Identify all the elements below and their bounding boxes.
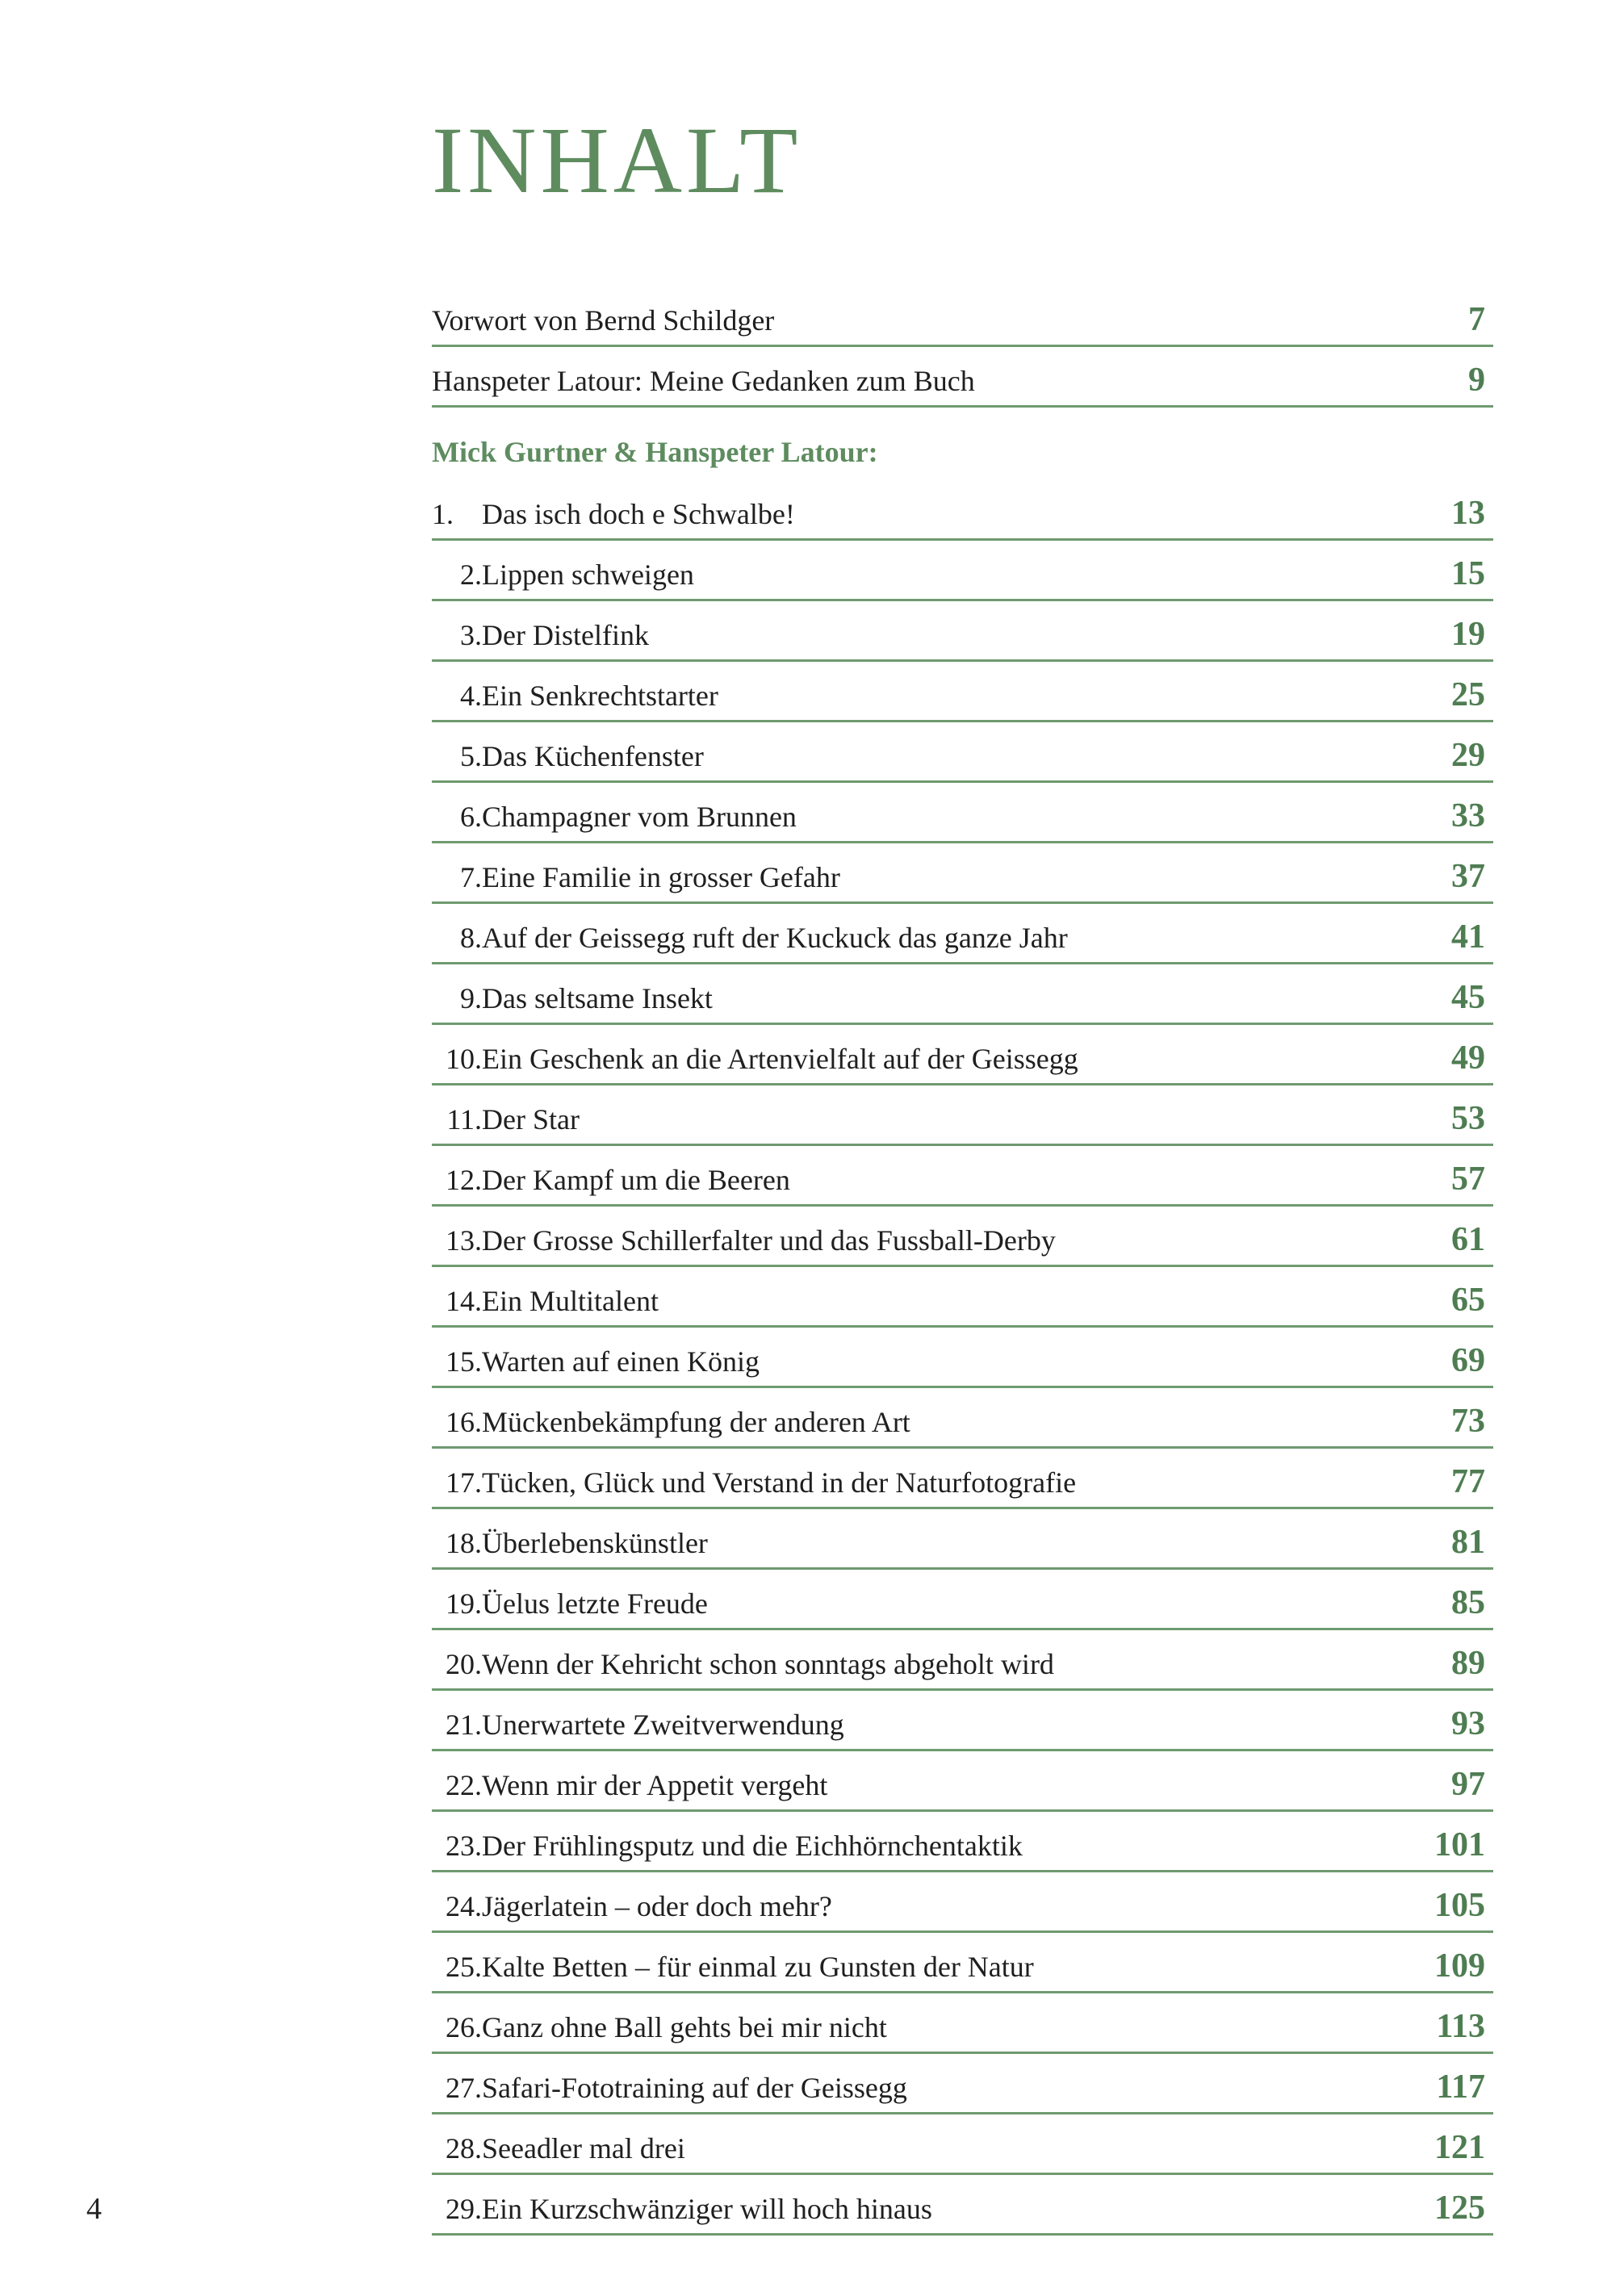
toc-entry-chapter[interactable] [432, 1328, 1493, 1388]
chapter-number: 11. [446, 1103, 482, 1136]
section-heading: Mick Gurtner & Hanspeter Latour: [432, 436, 878, 468]
chapter-number: 10. [446, 1043, 482, 1075]
page-number: 4 [86, 2192, 102, 2226]
chapter-page: 109 [1434, 1947, 1485, 1985]
toc-entry-page: 9 [1468, 362, 1485, 399]
toc-entry-text [432, 1646, 1054, 1682]
chapter-page: 37 [1451, 858, 1485, 895]
toc-entry-text [432, 920, 1068, 956]
chapter-page: 53 [1451, 1100, 1485, 1137]
chapter-number: 4. [460, 680, 482, 712]
toc-entry-text [432, 2131, 685, 2166]
toc-entry-text [432, 1162, 790, 1198]
chapter-number: 20. [446, 1648, 482, 1680]
chapter-title: Warten auf einen König [482, 1345, 760, 1378]
toc-entry-title: Hanspeter Latour: Meine Gedanken zum Buch [432, 365, 975, 397]
page-title: INHALT [432, 107, 802, 213]
chapter-page: 121 [1434, 2129, 1485, 2166]
chapter-number: 13. [446, 1224, 482, 1257]
chapter-title: Der Distelfink [482, 619, 649, 651]
chapter-title: Üelus letzte Freude [482, 1587, 708, 1620]
toc-entry-text [432, 1949, 1034, 1985]
chapter-title: Das Küchenfenster [482, 740, 704, 772]
chapter-title: Kalte Betten – für einmal zu Gunsten der Natur [482, 1951, 1034, 1983]
chapter-number: 25. [446, 1951, 482, 1983]
chapter-title: Auf der Geissegg ruft der Kuckuck das ganze Jahr [482, 922, 1068, 954]
chapter-title: Champagner vom Brunnen [482, 801, 797, 833]
chapter-number: 28. [446, 2132, 482, 2165]
toc-entry-text [432, 1828, 1023, 1863]
chapter-number: 7. [460, 861, 482, 893]
toc-entry-chapter[interactable] [432, 722, 1493, 783]
toc-entry-chapter[interactable] [432, 2175, 1493, 2236]
chapter-number: 5. [460, 740, 482, 772]
chapter-page: 93 [1451, 1705, 1485, 1742]
chapter-number: 21. [446, 1709, 482, 1741]
toc-entry-chapter[interactable] [432, 662, 1493, 722]
toc-entry-text [432, 2070, 907, 2106]
toc-entry-text [432, 496, 795, 532]
toc-entry-text [432, 1889, 832, 1924]
toc-entry-text [432, 557, 694, 592]
toc-entry-text [432, 799, 797, 834]
chapter-page: 89 [1451, 1645, 1485, 1682]
chapter-number: 17. [446, 1466, 482, 1499]
toc-entry-text [432, 1767, 827, 1803]
toc-entry-text [432, 617, 649, 653]
chapter-title: Tücken, Glück und Verstand in der Naturfotografie [482, 1466, 1077, 1499]
chapter-title: Wenn der Kehricht schon sonntags abgeholt wird [482, 1648, 1054, 1680]
chapter-number: 16. [446, 1406, 482, 1438]
toc-entry-text [432, 1525, 708, 1561]
chapter-title: Safari-Fototraining auf der Geissegg [482, 2072, 907, 2104]
chapter-title: Das isch doch e Schwalbe! [482, 498, 795, 530]
toc-entry-chapter[interactable] [432, 1812, 1493, 1872]
chapter-page: 85 [1451, 1584, 1485, 1621]
toc-entry-foreword[interactable] [432, 287, 1493, 347]
chapter-page: 97 [1451, 1766, 1485, 1803]
chapter-page: 101 [1434, 1826, 1485, 1863]
chapter-title: Eine Familie in grosser Gefahr [482, 861, 840, 893]
toc-entry-chapter[interactable] [432, 1449, 1493, 1509]
chapter-title: Ein Geschenk an die Artenvielfalt auf der Geissegg [482, 1043, 1078, 1075]
toc-entry-text [432, 1102, 580, 1137]
chapter-page: 49 [1451, 1039, 1485, 1077]
chapter-page: 125 [1434, 2190, 1485, 2227]
chapter-page: 13 [1451, 495, 1485, 532]
chapter-number: 3. [460, 619, 482, 651]
toc-entry-chapter[interactable] [432, 1267, 1493, 1328]
chapter-number: 26. [446, 2011, 482, 2043]
chapter-number: 23. [446, 1830, 482, 1862]
chapter-number: 27. [446, 2072, 482, 2104]
toc-entry-chapter[interactable] [432, 1872, 1493, 1933]
chapter-title: Ganz ohne Ball gehts bei mir nicht [482, 2011, 887, 2043]
chapter-number: 22. [446, 1769, 482, 1801]
chapter-number: 19. [446, 1587, 482, 1620]
chapter-page: 25 [1451, 676, 1485, 713]
chapter-title: Überlebenskünstler [482, 1527, 708, 1559]
chapter-number: 24. [446, 1890, 482, 1922]
toc-entry-chapter[interactable] [432, 904, 1493, 964]
toc-entry-chapter[interactable] [432, 2114, 1493, 2175]
toc-entry-chapter[interactable] [432, 964, 1493, 1025]
chapter-title: Der Grosse Schillerfalter und das Fussball-Derby [482, 1224, 1056, 1257]
chapter-number: 9. [460, 982, 482, 1014]
toc-entry-author-thoughts[interactable] [432, 347, 1493, 408]
toc-entry-page: 7 [1468, 301, 1485, 338]
toc-entry-chapter[interactable] [432, 1025, 1493, 1085]
chapter-page: 81 [1451, 1524, 1485, 1561]
chapter-title: Ein Multitalent [482, 1285, 659, 1317]
toc-entry-chapter[interactable] [432, 1207, 1493, 1267]
chapter-page: 69 [1451, 1342, 1485, 1379]
toc-entry-title: Vorwort von Bernd Schildger [432, 304, 775, 337]
toc-entry-chapter[interactable] [432, 1388, 1493, 1449]
toc-entry-chapter[interactable] [432, 601, 1493, 662]
toc-entry-text [432, 1404, 910, 1440]
toc-entry-chapter[interactable] [432, 1146, 1493, 1207]
toc-entry-text [432, 2010, 887, 2045]
toc-entry-chapter[interactable] [432, 1630, 1493, 1691]
toc-entry-chapter[interactable] [432, 541, 1493, 601]
chapter-page: 57 [1451, 1161, 1485, 1198]
chapter-list [432, 480, 1493, 2236]
chapter-title: Das seltsame Insekt [482, 982, 713, 1014]
toc-entry-text [432, 1465, 1076, 1500]
table-of-contents [432, 287, 1493, 2236]
chapter-title: Seeadler mal drei [482, 2132, 685, 2165]
chapter-page: 61 [1451, 1221, 1485, 1258]
toc-entry-text [432, 860, 840, 895]
chapter-title: Ein Senkrechtstarter [482, 680, 718, 712]
chapter-title: Mückenbekämpfung der anderen Art [482, 1406, 910, 1438]
toc-entry-text [432, 738, 704, 774]
chapter-page: 117 [1436, 2068, 1485, 2106]
chapter-page: 19 [1451, 616, 1485, 653]
toc-entry-chapter[interactable] [432, 1751, 1493, 1812]
chapter-title: Jägerlatein – oder doch mehr? [482, 1890, 832, 1922]
toc-entry-chapter[interactable] [432, 1993, 1493, 2054]
toc-entry-text [432, 1586, 708, 1621]
toc-entry-text [432, 1223, 1056, 1258]
toc-entry-text [432, 1283, 659, 1319]
chapter-page: 65 [1451, 1282, 1485, 1319]
chapter-title: Der Frühlingsputz und die Eichhörnchentaktik [482, 1830, 1023, 1862]
chapter-number: 2. [460, 558, 482, 591]
chapter-page: 77 [1451, 1463, 1485, 1500]
toc-entry-chapter[interactable] [432, 1509, 1493, 1570]
chapter-page: 41 [1451, 918, 1485, 956]
toc-entry-text [432, 678, 718, 713]
chapter-number: 8. [460, 922, 482, 954]
chapter-number: 29. [446, 2193, 482, 2225]
toc-entry-chapter[interactable] [432, 1933, 1493, 1993]
chapter-title: Lippen schweigen [482, 558, 694, 591]
toc-entry-chapter[interactable] [432, 1085, 1493, 1146]
chapter-number: 6. [460, 801, 482, 833]
toc-entry-text [432, 1344, 760, 1379]
chapter-page: 45 [1451, 979, 1485, 1016]
chapter-number: 15. [446, 1345, 482, 1378]
toc-entry-text [432, 2191, 932, 2227]
chapter-page: 33 [1451, 797, 1485, 834]
toc-entry-text [432, 1707, 844, 1742]
chapter-page: 105 [1434, 1887, 1485, 1924]
chapter-title: Unerwartete Zweitverwendung [482, 1709, 844, 1741]
chapter-number: 12. [446, 1164, 482, 1196]
chapter-title: Wenn mir der Appetit vergeht [482, 1769, 828, 1801]
toc-entry-chapter[interactable] [432, 1570, 1493, 1630]
chapter-page: 73 [1451, 1403, 1485, 1440]
chapter-number: 1. [432, 498, 454, 530]
chapter-number: 18. [446, 1527, 482, 1559]
chapter-number: 14. [446, 1285, 482, 1317]
toc-entry-chapter[interactable] [432, 2054, 1493, 2114]
chapter-page: 29 [1451, 737, 1485, 774]
chapter-title: Der Star [482, 1103, 580, 1136]
toc-entry-text [432, 981, 713, 1016]
toc-entry-text [432, 1041, 1078, 1077]
toc-entry-chapter[interactable] [432, 843, 1493, 904]
toc-entry-chapter[interactable] [432, 1691, 1493, 1751]
chapter-page: 113 [1436, 2008, 1485, 2045]
chapter-page: 15 [1451, 555, 1485, 592]
toc-entry-chapter[interactable] [432, 480, 1493, 541]
chapter-title: Ein Kurzschwänziger will hoch hinaus [482, 2193, 932, 2225]
chapter-title: Der Kampf um die Beeren [482, 1164, 790, 1196]
toc-entry-chapter[interactable] [432, 783, 1493, 843]
